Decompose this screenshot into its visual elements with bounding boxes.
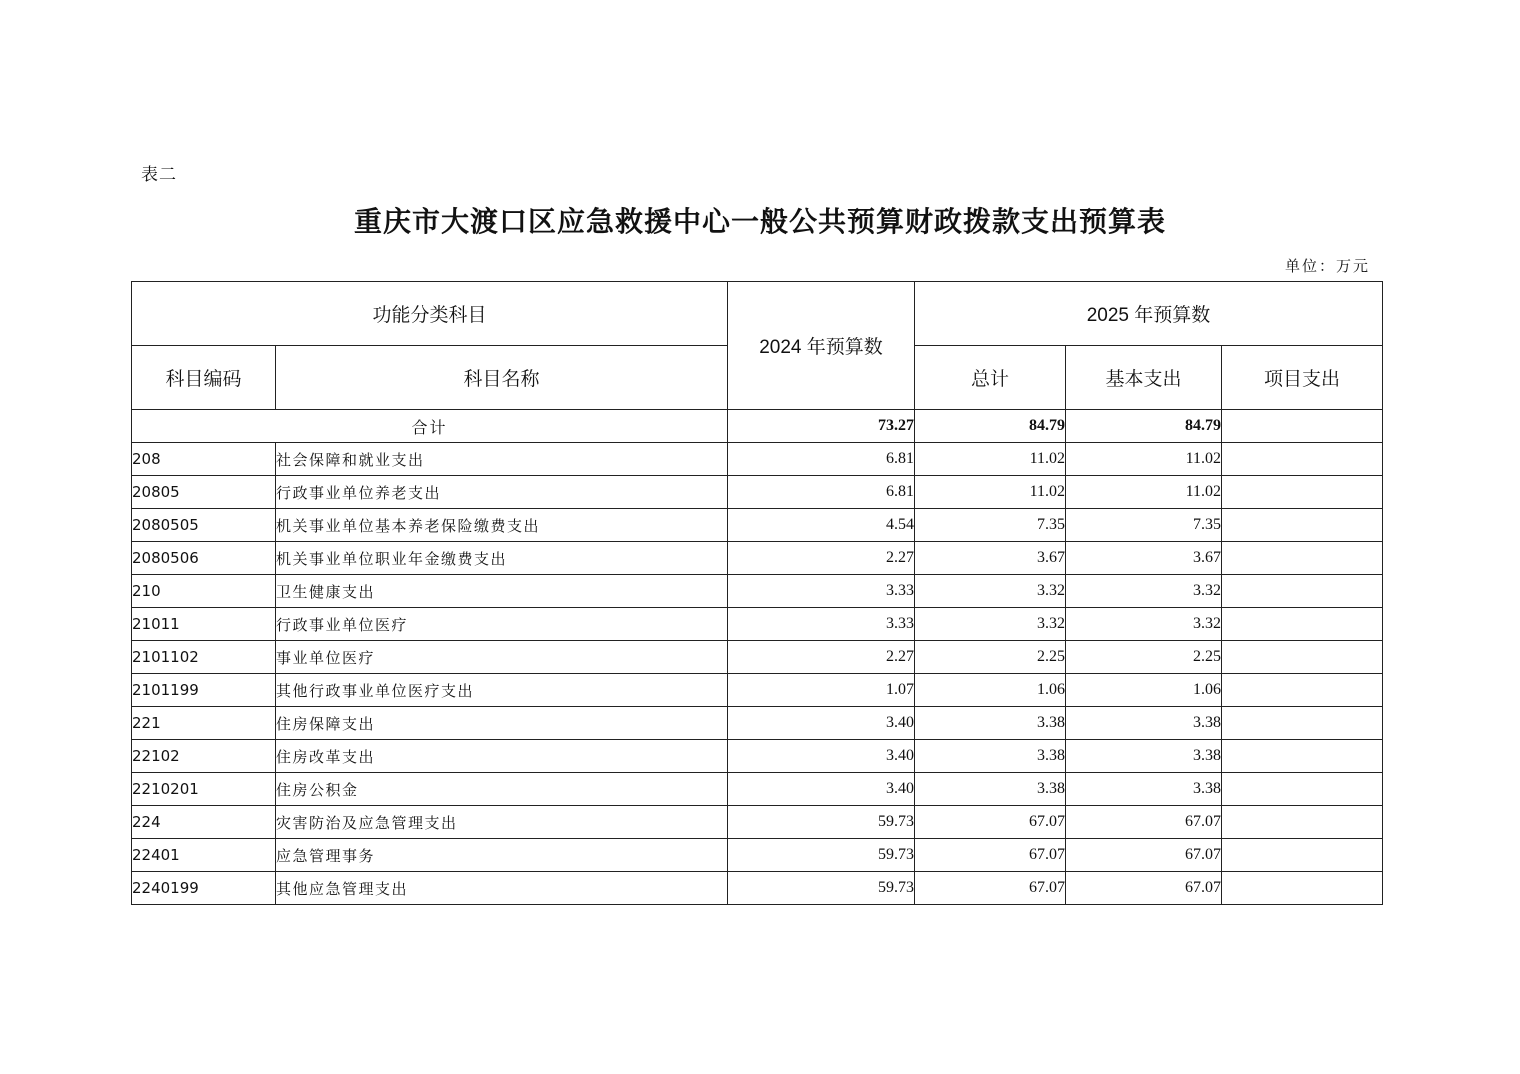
subject-name-cell: 事业单位医疗 <box>276 641 728 674</box>
subject-name-cell: 卫生健康支出 <box>276 575 728 608</box>
header-row-1 <box>132 282 1383 346</box>
basic-expenditure-cell: 11.02 <box>1066 443 1222 476</box>
total-cell: 3.38 <box>915 707 1066 740</box>
budget-2024-cell: 1.07 <box>728 674 915 707</box>
total-cell: 1.06 <box>915 674 1066 707</box>
unit-note: 单位：万元 <box>1284 257 1370 275</box>
subject-name-cell: 灾害防治及应急管理支出 <box>276 806 728 839</box>
subject-code-cell: 2101102 <box>132 641 276 674</box>
budget-2024-cell: 3.33 <box>728 575 915 608</box>
project-expenditure-cell <box>1222 476 1383 509</box>
table-row <box>132 608 1383 641</box>
project-expenditure-cell <box>1222 509 1383 542</box>
total-cell: 2.25 <box>915 641 1066 674</box>
table-row <box>132 839 1383 872</box>
subject-code-cell: 21011 <box>132 608 276 641</box>
project-expenditure-cell <box>1222 806 1383 839</box>
subject-name-cell: 机关事业单位基本养老保险缴费支出 <box>276 509 728 542</box>
basic-expenditure-cell: 67.07 <box>1066 806 1222 839</box>
subject-code-cell: 221 <box>132 707 276 740</box>
budget-2024-cell: 6.81 <box>728 476 915 509</box>
total-cell: 3.32 <box>915 575 1066 608</box>
subject-name-cell: 行政事业单位养老支出 <box>276 476 728 509</box>
header-functional-category: 功能分类科目 <box>132 282 728 346</box>
subject-code-cell: 208 <box>132 443 276 476</box>
budget-2024-cell: 2.27 <box>728 641 915 674</box>
basic-expenditure-cell: 3.32 <box>1066 575 1222 608</box>
total-project <box>1222 410 1383 443</box>
budget-2024-cell: 6.81 <box>728 443 915 476</box>
table-row <box>132 641 1383 674</box>
document-title: 重庆市大渡口区应急救援中心一般公共预算财政拨款支出预算表 <box>353 205 1166 238</box>
subject-code-cell: 2080505 <box>132 509 276 542</box>
header-budget-2024: 2024 年预算数 <box>728 282 915 410</box>
basic-expenditure-cell: 67.07 <box>1066 872 1222 905</box>
budget-2024-cell: 3.40 <box>728 773 915 806</box>
subject-name-cell: 应急管理事务 <box>276 839 728 872</box>
header-total: 总计 <box>915 346 1066 410</box>
subject-name-cell: 其他行政事业单位医疗支出 <box>276 674 728 707</box>
total-row <box>132 410 1383 443</box>
subject-code-cell: 2080506 <box>132 542 276 575</box>
total-basic: 84.79 <box>1066 410 1222 443</box>
subject-code-cell: 22401 <box>132 839 276 872</box>
total-cell: 3.38 <box>915 740 1066 773</box>
header-basic-expenditure: 基本支出 <box>1066 346 1222 410</box>
basic-expenditure-cell: 3.38 <box>1066 740 1222 773</box>
page-label: 表二 <box>141 165 177 185</box>
project-expenditure-cell <box>1222 872 1383 905</box>
total-cell: 11.02 <box>915 443 1066 476</box>
project-expenditure-cell <box>1222 674 1383 707</box>
table-row <box>132 872 1383 905</box>
total-cell: 3.38 <box>915 773 1066 806</box>
subject-code-cell: 224 <box>132 806 276 839</box>
table-row <box>132 740 1383 773</box>
total-total: 84.79 <box>915 410 1066 443</box>
subject-name-cell: 社会保障和就业支出 <box>276 443 728 476</box>
project-expenditure-cell <box>1222 707 1383 740</box>
project-expenditure-cell <box>1222 608 1383 641</box>
table-row <box>132 509 1383 542</box>
budget-2024-cell: 3.33 <box>728 608 915 641</box>
budget-2024-cell: 59.73 <box>728 872 915 905</box>
project-expenditure-cell <box>1222 839 1383 872</box>
subject-code-cell: 2101199 <box>132 674 276 707</box>
project-expenditure-cell <box>1222 575 1383 608</box>
subject-name-cell: 住房公积金 <box>276 773 728 806</box>
total-cell: 67.07 <box>915 806 1066 839</box>
budget-2024-cell: 3.40 <box>728 707 915 740</box>
table-row <box>132 773 1383 806</box>
header-budget-2025: 2025 年预算数 <box>915 282 1383 346</box>
table-row <box>132 575 1383 608</box>
budget-2024-cell: 3.40 <box>728 740 915 773</box>
total-cell: 3.32 <box>915 608 1066 641</box>
table-row <box>132 443 1383 476</box>
total-cell: 67.07 <box>915 839 1066 872</box>
basic-expenditure-cell: 3.38 <box>1066 773 1222 806</box>
subject-code-cell: 210 <box>132 575 276 608</box>
budget-2024-cell: 59.73 <box>728 806 915 839</box>
subject-code-cell: 22102 <box>132 740 276 773</box>
basic-expenditure-cell: 3.32 <box>1066 608 1222 641</box>
budget-table <box>131 281 1383 905</box>
table-row <box>132 806 1383 839</box>
project-expenditure-cell <box>1222 641 1383 674</box>
table-row <box>132 542 1383 575</box>
table-row <box>132 707 1383 740</box>
basic-expenditure-cell: 7.35 <box>1066 509 1222 542</box>
subject-code-cell: 2210201 <box>132 773 276 806</box>
total-budget-2024: 73.27 <box>728 410 915 443</box>
subject-code-cell: 2240199 <box>132 872 276 905</box>
total-cell: 11.02 <box>915 476 1066 509</box>
project-expenditure-cell <box>1222 542 1383 575</box>
basic-expenditure-cell: 67.07 <box>1066 839 1222 872</box>
project-expenditure-cell <box>1222 740 1383 773</box>
header-subject-name: 科目名称 <box>276 346 728 410</box>
table-row <box>132 674 1383 707</box>
basic-expenditure-cell: 1.06 <box>1066 674 1222 707</box>
subject-name-cell: 住房保障支出 <box>276 707 728 740</box>
header-subject-code: 科目编码 <box>132 346 276 410</box>
basic-expenditure-cell: 11.02 <box>1066 476 1222 509</box>
budget-2024-cell: 59.73 <box>728 839 915 872</box>
subject-name-cell: 机关事业单位职业年金缴费支出 <box>276 542 728 575</box>
project-expenditure-cell <box>1222 443 1383 476</box>
subject-name-cell: 行政事业单位医疗 <box>276 608 728 641</box>
project-expenditure-cell <box>1222 773 1383 806</box>
total-cell: 7.35 <box>915 509 1066 542</box>
subject-code-cell: 20805 <box>132 476 276 509</box>
basic-expenditure-cell: 3.67 <box>1066 542 1222 575</box>
basic-expenditure-cell: 3.38 <box>1066 707 1222 740</box>
budget-2024-cell: 2.27 <box>728 542 915 575</box>
total-cell: 67.07 <box>915 872 1066 905</box>
table-row <box>132 476 1383 509</box>
total-cell: 3.67 <box>915 542 1066 575</box>
header-project-expenditure: 项目支出 <box>1222 346 1383 410</box>
subject-name-cell: 住房改革支出 <box>276 740 728 773</box>
basic-expenditure-cell: 2.25 <box>1066 641 1222 674</box>
subject-name-cell: 其他应急管理支出 <box>276 872 728 905</box>
total-label: 合计 <box>132 410 728 443</box>
budget-2024-cell: 4.54 <box>728 509 915 542</box>
